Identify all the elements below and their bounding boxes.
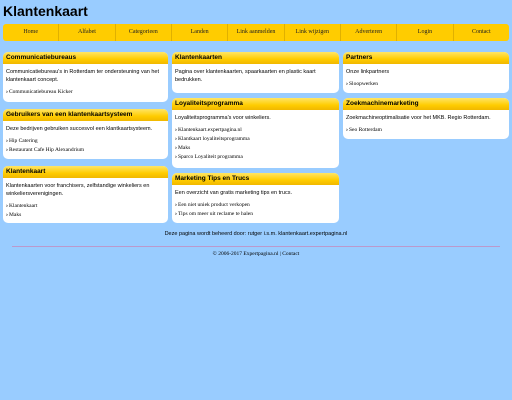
link-label[interactable]: Restaurant Cafe Hip Alexandrium [9, 147, 84, 153]
nav-link-aanmelden[interactable]: Link aanmelden [228, 24, 284, 41]
box-communicatiebureaus [3, 52, 168, 102]
arrow-icon: › [6, 89, 8, 95]
link-label[interactable]: Hip Catering [9, 138, 38, 144]
link-label[interactable]: Sparco Loyaliteit programma [178, 154, 243, 160]
link-item[interactable] [175, 135, 336, 144]
link-label[interactable]: Klantenkaart.expertpagina.nl [178, 127, 242, 133]
link-label[interactable]: Tips om meer uit reclame te halen [178, 211, 253, 217]
link-item[interactable] [6, 202, 165, 211]
box-title: Marketing Tips en Trucs [172, 173, 339, 185]
box-description: Zoekmachineoptimalisatie voor het MKB. Regio Rotterdam. [346, 115, 491, 121]
arrow-icon: › [175, 202, 177, 208]
link-label[interactable]: Klantenkaart [9, 203, 38, 209]
box-loyaliteitsprogramma [172, 98, 339, 168]
box-zoekmachinemarketing [343, 98, 509, 139]
box-description: Onze linkpartners [346, 69, 390, 75]
copyright: © 2006-2017 Expertpagina.nl | Contact [212, 251, 300, 257]
link-item[interactable] [6, 137, 165, 146]
nav-contact[interactable]: Contact [471, 29, 491, 35]
arrow-icon: › [6, 212, 8, 218]
box-title: Partners [343, 52, 509, 64]
box-description: Loyaliteitsprogramma's voor winkeliers. [175, 115, 271, 121]
nav-link-wijzigen[interactable]: Link wijzigen [285, 24, 341, 41]
link-label[interactable]: Maks [9, 212, 22, 218]
box-marketing-tips [172, 173, 339, 223]
arrow-icon: › [175, 136, 177, 142]
link-item[interactable] [175, 210, 336, 219]
arrow-icon: › [6, 138, 8, 144]
box-title: Gebruikers van een klantenkaartsysteem [3, 109, 168, 121]
arrow-icon: › [6, 203, 8, 209]
link-item[interactable] [175, 201, 336, 210]
box-title: Klantenkaart [3, 166, 168, 178]
nav-home[interactable]: Home [3, 24, 59, 41]
main-navigation [3, 24, 509, 41]
nav-categorieen[interactable]: Categorieen [116, 24, 172, 41]
nav-login[interactable]: Login [397, 24, 453, 41]
box-description: Pagina over klantenkaarten, spaarkaarten en plastic kaart bedrukken. [175, 69, 316, 83]
box-title: Klantenkaarten [172, 52, 339, 64]
box-gebruikers [3, 109, 168, 159]
box-title: Loyaliteitsprogramma [172, 98, 339, 110]
box-description: Communicatiebureau's in Rotterdam ter ondersteuning van het klantenkaart concept. [6, 69, 159, 83]
link-item[interactable] [6, 211, 165, 220]
box-title: Communicatiebureaus [3, 52, 168, 64]
site-title: Klantenkaart [3, 3, 88, 19]
box-description: Een overzicht van gratis marketing tips en trucs. [175, 190, 293, 196]
arrow-icon: › [175, 154, 177, 160]
nav-landen[interactable]: Landen [172, 24, 228, 41]
box-description: Klantenkaarten voor franchisers, zelfstandige winkeliers en winkeliersverenigingen. [6, 183, 150, 197]
link-label[interactable]: Klantkaart loyaliteitsprogramma [178, 136, 250, 142]
arrow-icon: › [6, 147, 8, 153]
link-label[interactable]: Maks [178, 145, 191, 151]
footer-divider [12, 246, 500, 247]
box-description: Deze bedrijven gebruiken succesvol een klantkaartsysteem. [6, 126, 153, 132]
arrow-icon: › [175, 211, 177, 217]
link-item[interactable] [175, 126, 336, 135]
arrow-icon: › [346, 81, 348, 87]
box-klantenkaart [3, 166, 168, 223]
arrow-icon: › [175, 145, 177, 151]
box-title: Zoekmachinemarketing [343, 98, 509, 110]
link-item[interactable] [175, 144, 336, 153]
link-item[interactable] [346, 80, 506, 89]
link-label[interactable]: Communicatiebureau Kicker [9, 89, 73, 95]
link-item[interactable] [6, 88, 165, 97]
nav-alfabet[interactable]: Alfabet [59, 24, 115, 41]
link-label[interactable]: Seo Rotterdam [349, 127, 382, 133]
box-partners [343, 52, 509, 93]
box-klantenkaarten [172, 52, 339, 93]
nav-adverteren[interactable]: Adverteren [341, 24, 397, 41]
link-item[interactable] [175, 153, 336, 162]
link-label[interactable]: Sloopwerken [349, 81, 379, 87]
footer-credit: Deze pagina wordt beheerd door: rutger i.s.m. klantenkaart.expertpagina.nl [164, 231, 348, 237]
link-label[interactable]: Een niet uniek product verkopen [178, 202, 250, 208]
link-item[interactable] [6, 146, 165, 155]
arrow-icon: › [175, 127, 177, 133]
link-item[interactable] [346, 126, 506, 135]
arrow-icon: › [346, 127, 348, 133]
